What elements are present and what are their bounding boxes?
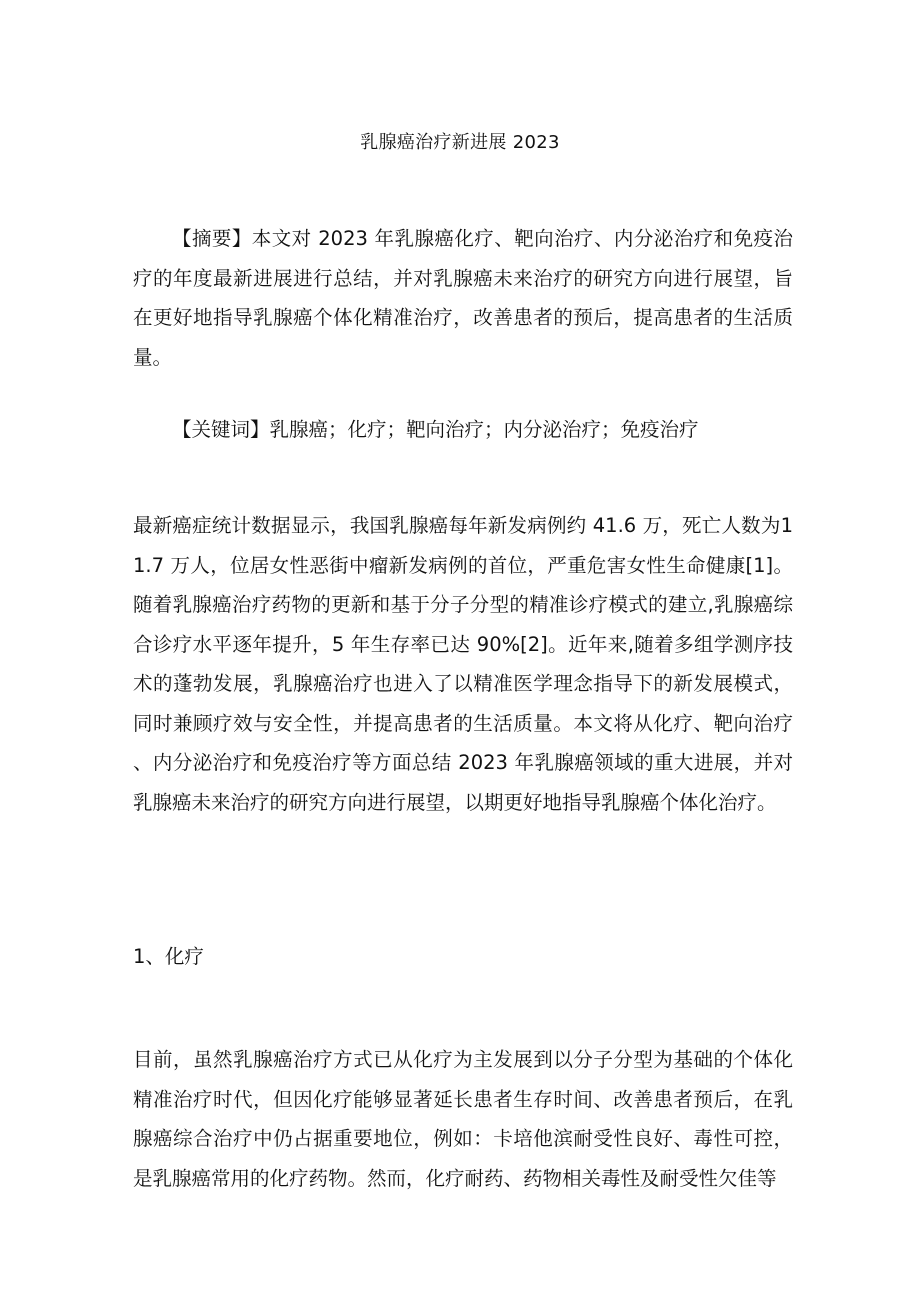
section-heading-chemotherapy: 1、化疗 [133, 945, 204, 968]
document-title: 乳腺癌治疗新进展 2023 [360, 132, 560, 153]
intro-paragraph: 最新癌症统计数据显示，我国乳腺癌每年新发病例约 41.6 万，死亡人数为11.7 万人，位居女性恶街中瘤新发病例的首位，严重危害女性生命健康[1]。随着乳腺癌治疗药物的更新和基于分子分型的精准诊疗模式的建立,乳腺癌综合诊疗水平逐年提升，5 年生存率已达 90%[2]。近年来,随着多组学测序技术的蓬勃发展，乳腺癌治疗也进入了以精准医学理念指导下的新发展模式，同时兼顾疗效与安全性，并提高患者的生活质量。本文将从化疗、靶向治疗、内分泌治疗和免疫治疗等方面总结 2023 年乳腺癌领域的重大进展，并对乳腺癌未来治疗的研究方向进行展望，以期更好地指导乳腺癌个体化治疗。 [133, 514, 793, 814]
keywords-paragraph: 【关键词】乳腺癌；化疗；靶向治疗；内分泌治疗；免疫治疗 [172, 418, 699, 441]
chemotherapy-paragraph: 目前，虽然乳腺癌治疗方式已从化疗为主发展到以分子分型为基础的个体化精准治疗时代，但因化疗能够显著延长患者生存时间、改善患者预后，在乳腺癌综合治疗中仍占据重要地位，例如：卡培他滨耐受性良好、毒性可控，是乳腺癌常用的化疗药物。然而，化疗耐药、药物相关毒性及耐受性欠佳等 [133, 1048, 793, 1190]
abstract-paragraph: 【摘要】本文对 2023 年乳腺癌化疗、靶向治疗、内分泌治疗和免疫治疗的年度最新进展进行总结，并对乳腺癌未来治疗的研究方向进行展望，旨在更好地指导乳腺癌个体化精准治疗，改善患者的预后，提高患者的生活质量。 [133, 227, 793, 369]
